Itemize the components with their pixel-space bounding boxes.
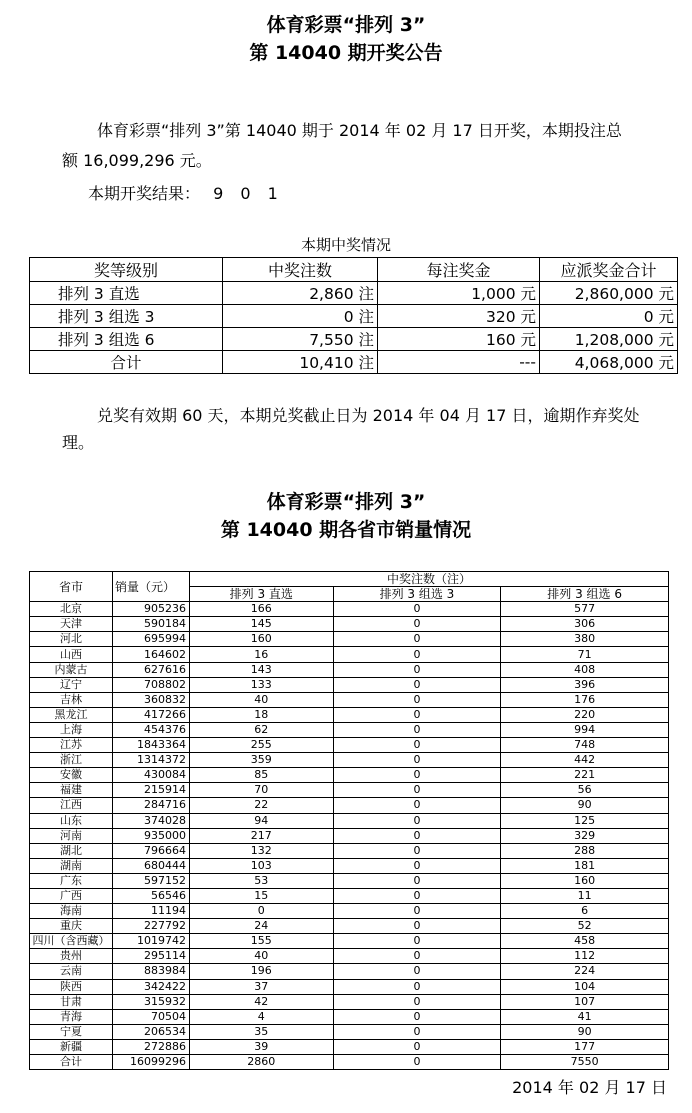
group6-cell: 288 <box>501 843 669 858</box>
direct-cell: 0 <box>190 904 334 919</box>
sales-cell: 695994 <box>113 632 190 647</box>
group6-cell: 90 <box>501 798 669 813</box>
direct-cell: 94 <box>190 813 334 828</box>
sales-row <box>30 602 669 617</box>
province-cell: 内蒙古 <box>30 662 113 677</box>
sales-row <box>30 722 669 737</box>
direct-cell: 85 <box>190 768 334 783</box>
sales-row <box>30 783 669 798</box>
group3-cell: 0 <box>333 1024 501 1039</box>
prize-header-count: 中奖注数 <box>223 258 378 282</box>
group3-cell: 0 <box>333 934 501 949</box>
notice-title-line1: 体育彩票“排列 3” <box>266 14 426 36</box>
group6-cell: 220 <box>501 707 669 722</box>
province-cell: 广西 <box>30 888 113 903</box>
sales-row <box>30 662 669 677</box>
group6-cell: 177 <box>501 1039 669 1054</box>
group3-cell: 0 <box>333 858 501 873</box>
direct-cell: 62 <box>190 722 334 737</box>
sales-subheader-group3: 排列 3 组选 3 <box>333 587 501 602</box>
direct-cell: 16 <box>190 647 334 662</box>
group6-cell: 7550 <box>501 1055 669 1070</box>
sales-row <box>30 1039 669 1054</box>
group3-cell: 0 <box>333 707 501 722</box>
sales-row <box>30 994 669 1009</box>
prize-total: 1,208,000 元 <box>540 328 678 351</box>
group6-cell: 224 <box>501 964 669 979</box>
sales-row <box>30 873 669 888</box>
group6-cell: 52 <box>501 919 669 934</box>
prize-table-header <box>30 258 678 282</box>
group3-cell: 0 <box>333 888 501 903</box>
result-label: 本期开奖结果： <box>88 184 201 203</box>
sales-row <box>30 768 669 783</box>
prize-count: 7,550 注 <box>223 328 378 351</box>
group3-cell: 0 <box>333 647 501 662</box>
group3-cell: 0 <box>333 813 501 828</box>
direct-cell: 40 <box>190 949 334 964</box>
prize-amount: 1,000 元 <box>378 282 540 305</box>
sales-cell: 342422 <box>113 979 190 994</box>
notice-paragraph-2-line2: 理。 <box>62 433 95 452</box>
group3-cell: 0 <box>333 738 501 753</box>
group3-cell: 0 <box>333 979 501 994</box>
province-cell: 北京 <box>30 602 113 617</box>
group6-cell: 160 <box>501 873 669 888</box>
direct-cell: 24 <box>190 919 334 934</box>
sales-title-line2: 第 14040 期各省市销量情况 <box>220 519 472 541</box>
sales-row <box>30 843 669 858</box>
sales-row <box>30 617 669 632</box>
sales-row <box>30 828 669 843</box>
province-cell: 重庆 <box>30 919 113 934</box>
prize-level: 合计 <box>30 351 223 374</box>
notice-paragraph-1-line1: 体育彩票“排列 3”第 14040 期于 2014 年 02 月 17 日开奖，本期投注总 <box>97 121 622 140</box>
sales-cell: 430084 <box>113 768 190 783</box>
direct-cell: 40 <box>190 692 334 707</box>
sales-row <box>30 919 669 934</box>
sales-cell: 883984 <box>113 964 190 979</box>
direct-cell: 42 <box>190 994 334 1009</box>
direct-cell: 255 <box>190 738 334 753</box>
direct-cell: 22 <box>190 798 334 813</box>
direct-cell: 160 <box>190 632 334 647</box>
prize-row <box>30 282 678 305</box>
sales-cell: 627616 <box>113 662 190 677</box>
sales-row <box>30 647 669 662</box>
group3-cell: 0 <box>333 798 501 813</box>
direct-cell: 2860 <box>190 1055 334 1070</box>
prize-table <box>29 257 678 374</box>
direct-cell: 103 <box>190 858 334 873</box>
province-cell: 河北 <box>30 632 113 647</box>
sales-cell: 295114 <box>113 949 190 964</box>
sales-row <box>30 677 669 692</box>
group6-cell: 408 <box>501 662 669 677</box>
province-cell: 广东 <box>30 873 113 888</box>
sales-row <box>30 934 669 949</box>
sales-row <box>30 858 669 873</box>
province-cell: 合计 <box>30 1055 113 1070</box>
province-cell: 吉林 <box>30 692 113 707</box>
province-cell: 天津 <box>30 617 113 632</box>
sales-cell: 374028 <box>113 813 190 828</box>
province-cell: 浙江 <box>30 753 113 768</box>
sales-row <box>30 964 669 979</box>
prize-amount: --- <box>378 351 540 374</box>
sales-row <box>30 904 669 919</box>
province-cell: 四川（含西藏） <box>30 934 113 949</box>
group3-cell: 0 <box>333 964 501 979</box>
group3-cell: 0 <box>333 873 501 888</box>
group3-cell: 0 <box>333 949 501 964</box>
prize-header-total: 应派奖金合计 <box>540 258 678 282</box>
sales-row-total <box>30 1055 669 1070</box>
group6-cell: 107 <box>501 994 669 1009</box>
sales-subheader-group6: 排列 3 组选 6 <box>501 587 669 602</box>
group6-cell: 380 <box>501 632 669 647</box>
sales-row <box>30 753 669 768</box>
group6-cell: 176 <box>501 692 669 707</box>
group3-cell: 0 <box>333 783 501 798</box>
group3-cell: 0 <box>333 753 501 768</box>
group6-cell: 994 <box>501 722 669 737</box>
province-cell: 湖南 <box>30 858 113 873</box>
group6-cell: 577 <box>501 602 669 617</box>
sales-row <box>30 888 669 903</box>
province-cell: 云南 <box>30 964 113 979</box>
sales-cell: 284716 <box>113 798 190 813</box>
prize-amount: 320 元 <box>378 305 540 328</box>
direct-cell: 145 <box>190 617 334 632</box>
direct-cell: 217 <box>190 828 334 843</box>
sales-title-line1: 体育彩票“排列 3” <box>266 491 426 513</box>
direct-cell: 37 <box>190 979 334 994</box>
group3-cell: 0 <box>333 843 501 858</box>
sales-cell: 590184 <box>113 617 190 632</box>
province-cell: 陕西 <box>30 979 113 994</box>
group3-cell: 0 <box>333 828 501 843</box>
direct-cell: 196 <box>190 964 334 979</box>
province-cell: 青海 <box>30 1009 113 1024</box>
group3-cell: 0 <box>333 632 501 647</box>
sales-cell: 215914 <box>113 783 190 798</box>
province-cell: 湖北 <box>30 843 113 858</box>
group6-cell: 6 <box>501 904 669 919</box>
group3-cell: 0 <box>333 919 501 934</box>
group3-cell: 0 <box>333 994 501 1009</box>
notice-paragraph-2-line1: 兑奖有效期 60 天，本期兑奖截止日为 2014 年 04 月 17 日，逾期作弃奖处 <box>97 406 640 425</box>
direct-cell: 133 <box>190 677 334 692</box>
group3-cell: 0 <box>333 1009 501 1024</box>
direct-cell: 132 <box>190 843 334 858</box>
sales-cell: 454376 <box>113 722 190 737</box>
direct-cell: 18 <box>190 707 334 722</box>
group6-cell: 221 <box>501 768 669 783</box>
province-cell: 黑龙江 <box>30 707 113 722</box>
prize-total: 2,860,000 元 <box>540 282 678 305</box>
direct-cell: 155 <box>190 934 334 949</box>
sales-row <box>30 1009 669 1024</box>
group6-cell: 71 <box>501 647 669 662</box>
sales-cell: 935000 <box>113 828 190 843</box>
province-cell: 辽宁 <box>30 677 113 692</box>
prize-amount: 160 元 <box>378 328 540 351</box>
notice-title-line2: 第 14040 期开奖公告 <box>249 42 443 64</box>
result-line <box>88 183 284 205</box>
sales-row <box>30 813 669 828</box>
prize-level: 排列 3 组选 6 <box>30 328 223 351</box>
prize-header-level: 奖等级别 <box>30 258 223 282</box>
sales-cell: 227792 <box>113 919 190 934</box>
group6-cell: 181 <box>501 858 669 873</box>
province-cell: 甘肃 <box>30 994 113 1009</box>
province-cell: 贵州 <box>30 949 113 964</box>
group6-cell: 748 <box>501 738 669 753</box>
group3-cell: 0 <box>333 904 501 919</box>
province-cell: 河南 <box>30 828 113 843</box>
province-cell: 山西 <box>30 647 113 662</box>
direct-cell: 39 <box>190 1039 334 1054</box>
group6-cell: 442 <box>501 753 669 768</box>
group6-cell: 41 <box>501 1009 669 1024</box>
group6-cell: 125 <box>501 813 669 828</box>
group6-cell: 56 <box>501 783 669 798</box>
group3-cell: 0 <box>333 617 501 632</box>
direct-cell: 35 <box>190 1024 334 1039</box>
direct-cell: 359 <box>190 753 334 768</box>
sales-cell: 70504 <box>113 1009 190 1024</box>
group3-cell: 0 <box>333 602 501 617</box>
group3-cell: 0 <box>333 1039 501 1054</box>
prize-count: 0 注 <box>223 305 378 328</box>
notice-paragraph-1-line2: 额 16,099,296 元。 <box>62 151 212 170</box>
direct-cell: 70 <box>190 783 334 798</box>
direct-cell: 4 <box>190 1009 334 1024</box>
prize-row <box>30 305 678 328</box>
direct-cell: 15 <box>190 888 334 903</box>
sales-table-body <box>30 602 669 1070</box>
sales-cell: 164602 <box>113 647 190 662</box>
sales-cell: 796664 <box>113 843 190 858</box>
prize-count: 2,860 注 <box>223 282 378 305</box>
group6-cell: 396 <box>501 677 669 692</box>
sales-cell: 417266 <box>113 707 190 722</box>
sales-cell: 905236 <box>113 602 190 617</box>
prize-row <box>30 328 678 351</box>
sales-cell: 1314372 <box>113 753 190 768</box>
province-cell: 安徽 <box>30 768 113 783</box>
group3-cell: 0 <box>333 662 501 677</box>
sales-cell: 206534 <box>113 1024 190 1039</box>
sales-row <box>30 632 669 647</box>
sales-date: 2014 年 02 月 17 日 <box>512 1078 667 1097</box>
sales-table <box>29 571 669 1070</box>
sales-cell: 708802 <box>113 677 190 692</box>
province-cell: 江苏 <box>30 738 113 753</box>
group3-cell: 0 <box>333 1055 501 1070</box>
sales-row <box>30 692 669 707</box>
group6-cell: 306 <box>501 617 669 632</box>
sales-cell: 16099296 <box>113 1055 190 1070</box>
sales-cell: 680444 <box>113 858 190 873</box>
prize-level: 排列 3 组选 3 <box>30 305 223 328</box>
province-cell: 宁夏 <box>30 1024 113 1039</box>
province-cell: 江西 <box>30 798 113 813</box>
prize-level: 排列 3 直选 <box>30 282 223 305</box>
sales-row <box>30 1024 669 1039</box>
sales-header-winners: 中奖注数（注） <box>190 572 669 587</box>
group6-cell: 329 <box>501 828 669 843</box>
prize-count: 10,410 注 <box>223 351 378 374</box>
prize-row-total <box>30 351 678 374</box>
group3-cell: 0 <box>333 722 501 737</box>
sales-cell: 1843364 <box>113 738 190 753</box>
prize-total: 0 元 <box>540 305 678 328</box>
group6-cell: 104 <box>501 979 669 994</box>
province-cell: 海南 <box>30 904 113 919</box>
sales-row <box>30 949 669 964</box>
group6-cell: 11 <box>501 888 669 903</box>
province-cell: 上海 <box>30 722 113 737</box>
direct-cell: 53 <box>190 873 334 888</box>
direct-cell: 166 <box>190 602 334 617</box>
group3-cell: 0 <box>333 768 501 783</box>
sales-cell: 360832 <box>113 692 190 707</box>
sales-table-header-row1 <box>30 572 669 587</box>
province-cell: 山东 <box>30 813 113 828</box>
sales-row <box>30 707 669 722</box>
sales-cell: 272886 <box>113 1039 190 1054</box>
group6-cell: 112 <box>501 949 669 964</box>
sales-cell: 1019742 <box>113 934 190 949</box>
prize-total: 4,068,000 元 <box>540 351 678 374</box>
sales-row <box>30 979 669 994</box>
province-cell: 福建 <box>30 783 113 798</box>
sales-header-sales: 销量（元） <box>113 572 190 602</box>
sales-row <box>30 738 669 753</box>
sales-cell: 597152 <box>113 873 190 888</box>
sales-header-province: 省市 <box>30 572 113 602</box>
prize-table-caption: 本期中奖情况 <box>300 236 391 254</box>
group3-cell: 0 <box>333 692 501 707</box>
sales-subheader-direct: 排列 3 直选 <box>190 587 334 602</box>
group3-cell: 0 <box>333 677 501 692</box>
direct-cell: 143 <box>190 662 334 677</box>
sales-cell: 56546 <box>113 888 190 903</box>
result-numbers: 9 0 1 <box>213 184 284 203</box>
group6-cell: 458 <box>501 934 669 949</box>
province-cell: 新疆 <box>30 1039 113 1054</box>
prize-header-amount: 每注奖金 <box>378 258 540 282</box>
sales-row <box>30 798 669 813</box>
group6-cell: 90 <box>501 1024 669 1039</box>
sales-cell: 11194 <box>113 904 190 919</box>
sales-cell: 315932 <box>113 994 190 1009</box>
